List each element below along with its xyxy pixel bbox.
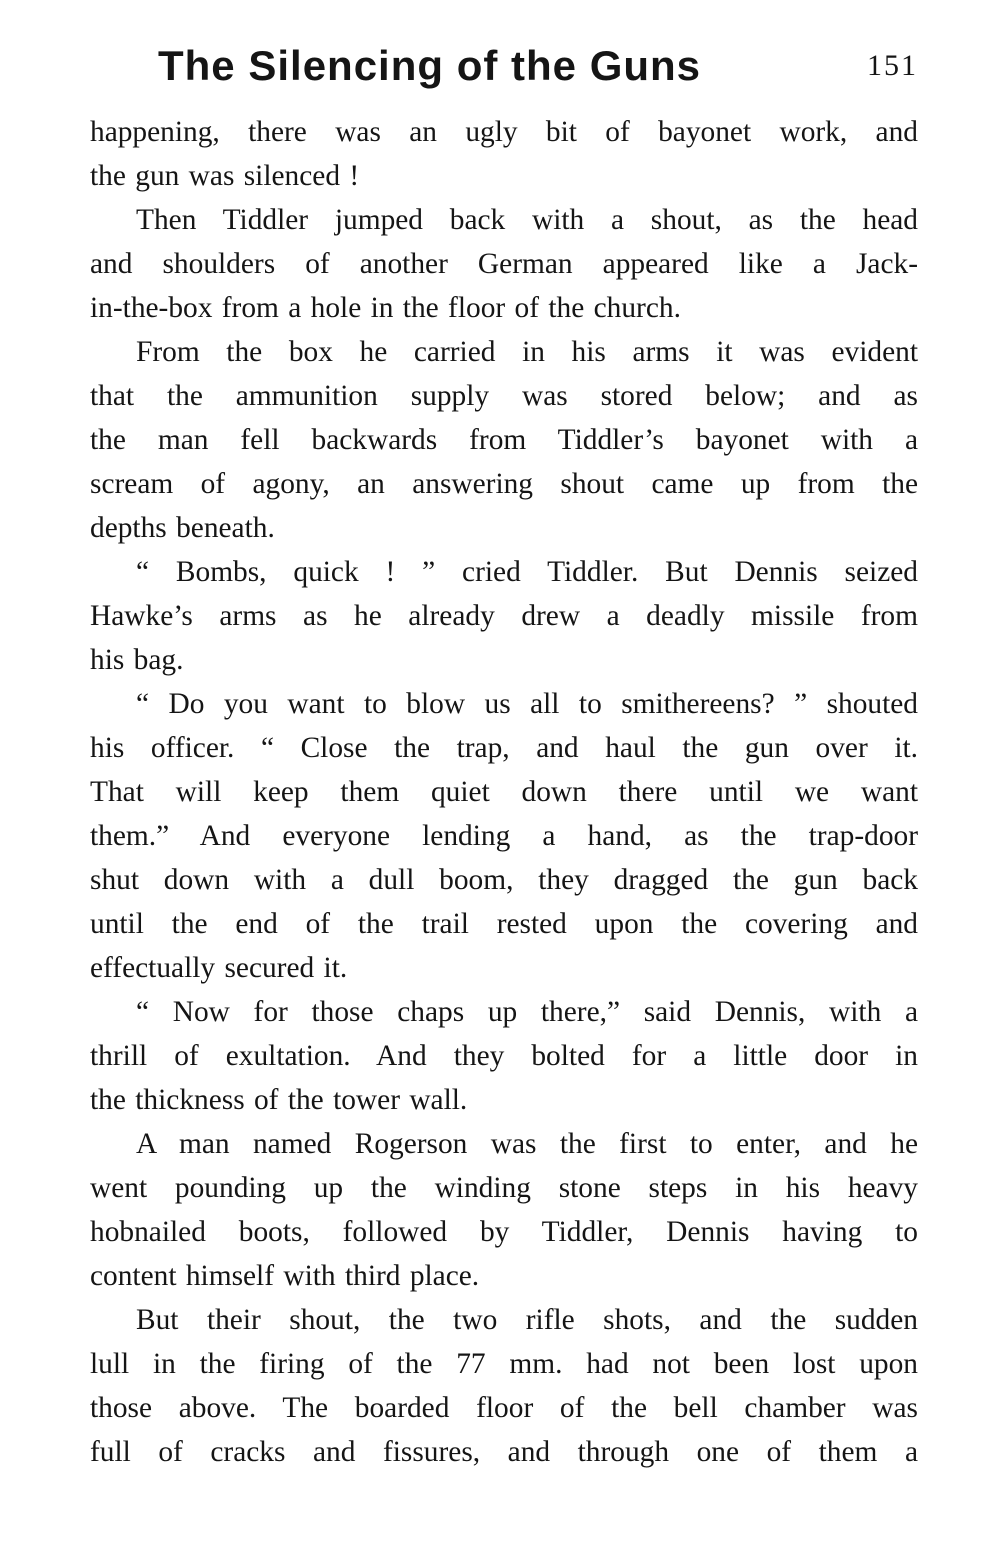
text-line: full of cracks and fissures, and through one of them a [90,1436,918,1468]
paragraph [44,990,918,1122]
text-line: scream of agony, an answering shout came up from the [90,468,918,500]
paragraph [44,1122,918,1298]
text-line: the gun was silenced ! [90,160,360,192]
text-line: in-the-box from a hole in the floor of the church. [90,292,681,324]
text-line: hobnailed boots, followed by Tiddler, Dennis having to [90,1216,918,1248]
paragraph [44,110,918,198]
chapter-title: The Silencing of the Guns [158,42,702,89]
text-line: A man named Rogerson was the first to enter, and he [136,1128,918,1160]
text-line: thrill of exultation. And they bolted for a little door in [90,1040,918,1072]
text-line: went pounding up the winding stone steps in his heavy [90,1172,918,1204]
text-line: happening, there was an ugly bit of bayonet work, and [90,116,918,148]
text-line: those above. The boarded floor of the bell chamber was [90,1392,918,1424]
text-line: that the ammunition supply was stored below; and as [90,380,918,412]
text-line: “ Do you want to blow us all to smithereens? ” shouted [136,688,918,720]
text-line: the man fell backwards from Tiddler’s bayonet with a [90,424,918,456]
body-text [44,110,918,1474]
text-line: Hawke’s arms as he already drew a deadly missile from [90,600,918,632]
text-line: depths beneath. [90,512,275,544]
paragraph [44,550,918,682]
paragraph [44,198,918,330]
text-line: “ Now for those chaps up there,” said Dennis, with a [136,996,918,1028]
page-number: 151 [867,49,918,82]
text-line: From the box he carried in his arms it was evident [136,336,918,368]
paragraph [44,682,918,990]
text-line: his officer. “ Close the trap, and haul the gun over it. [90,732,918,764]
text-line: Then Tiddler jumped back with a shout, as the head [136,204,918,236]
text-line: content himself with third place. [90,1260,480,1292]
paragraph [44,330,918,550]
text-line: until the end of the trail rested upon the covering and [90,908,918,940]
text-line: effectually secured it. [90,952,348,984]
paragraph [44,1298,918,1474]
text-line: That will keep them quiet down there until we want [90,776,918,808]
running-head [40,38,920,98]
text-line: “ Bombs, quick ! ” cried Tiddler. But Dennis seized [136,556,918,588]
text-line: But their shout, the two rifle shots, and the sudden [136,1304,918,1336]
text-line: shut down with a dull boom, they dragged the gun back [90,864,918,896]
text-line: his bag. [90,644,184,676]
text-line: them.” And everyone lending a hand, as the trap-door [90,820,918,852]
text-line: lull in the firing of the 77 mm. had not been lost upon [90,1348,918,1380]
text-line: and shoulders of another German appeared like a Jack- [90,248,918,280]
text-line: the thickness of the tower wall. [90,1084,468,1116]
